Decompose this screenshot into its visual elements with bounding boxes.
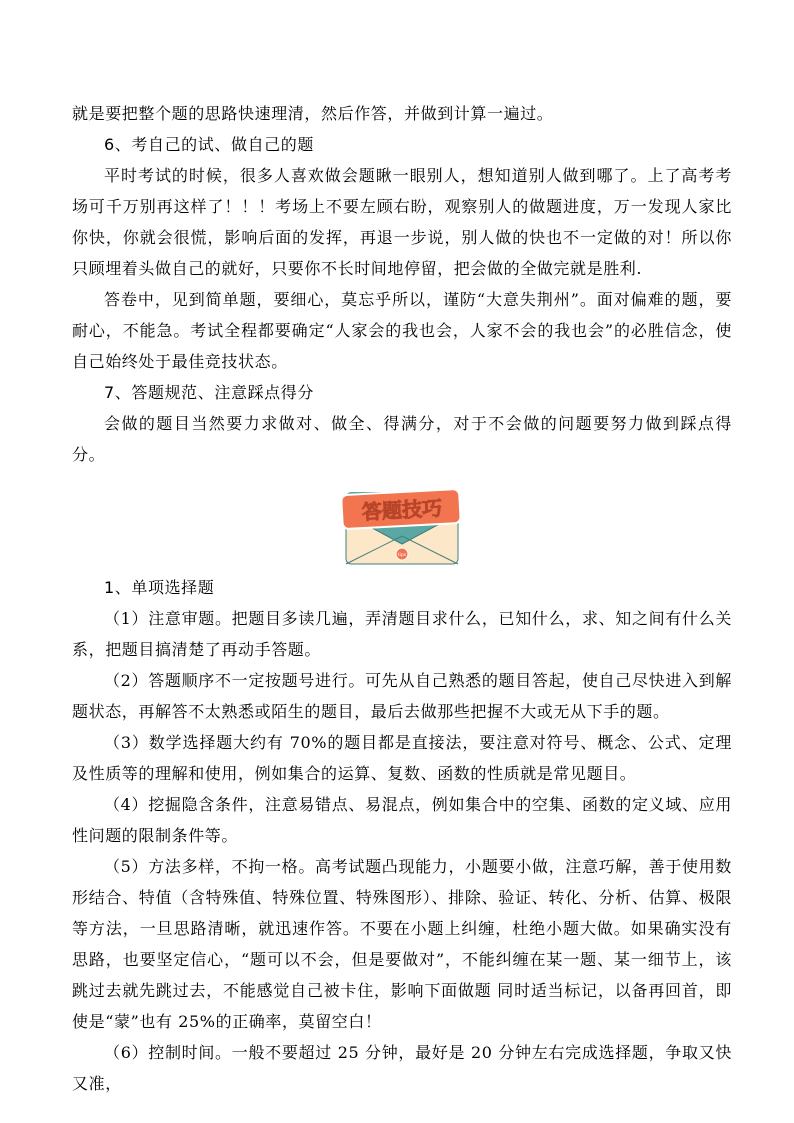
section-heading-7: 7、答题规范、注意踩点得分 [104,383,314,402]
tip-4: （4）挖掘隐含条件，注意易错点、易混点，例如集合中的空集、函数的定义域、应用性问题的限制条件等。 [72,795,732,845]
section-heading-1: 1、单项选择题 [104,578,215,597]
banner-container [72,476,732,570]
tip-1: （1）注意审题。把题目多读几遍，弄清题目求什么，已知什么，求、知之间有什么关系，把题目搞清楚了再动手答题。 [72,609,732,659]
paragraph-6b: 答卷中，见到简单题，要细心，莫忘乎所以，谨防“大意失荆州”。面对偏难的题，要耐心，不能急。考试全程都要确定“人家会的我也会，人家不会的我也会”的必胜信念，使自己始终处于最佳竞技状态。 [72,290,732,371]
banner-badge-text: tips [397,553,407,558]
paragraph-intro: 就是要把整个题的思路快速理清，然后作答，并做到计算一遍过。 [72,104,554,123]
document-page [72,98,732,1099]
section-heading-6: 6、考自己的试、做自己的题 [104,135,314,154]
envelope-banner-graphic [340,480,464,566]
tip-6: （6）控制时间。一般不要超过 25 分钟，最好是 20 分钟左右完成选择题，争取又快又准， [72,1043,732,1093]
tip-3: （3）数学选择题大约有 70%的题目都是直接法，要注意对符号、概念、公式、定理及性质等的理解和使用，例如集合的运算、复数、函数的性质就是常见题目。 [72,733,732,783]
banner-title-text: 答题技巧 [361,495,443,525]
paragraph-7: 会做的题目当然要力求做对、做全、得满分，对于不会做的问题要努力做到踩点得分。 [72,414,732,464]
tip-5: （5）方法多样，不拘一格。高考试题凸现能力，小题要小做，注意巧解，善于使用数形结合、特值（含特殊值、特殊位置、特殊图形）、排除、验证、转化、分析、估算、极限等方法，一旦思路清晰，就迅速作答。不要在小题上纠缠，杜绝小题大做。如果确实没有思路，也要坚定信心，“题可以不会，但是要做对”，不能纠缠在某一题、某一细节上，该跳过去就先跳过去，不能感觉自己被卡住，影响下面做题 同时适当标记，以备再回首，即使是“蒙”也有 25%的正确率，莫留空白！ [72,857,732,1031]
tip-2: （2）答题顺序不一定按题号进行。可先从自己熟悉的题目答起，使自己尽快进入到解题状态，再解答不太熟悉或陌生的题目，最后去做那些把握不大或无从下手的题。 [72,671,732,721]
paragraph-6a: 平时考试的时候，很多人喜欢做会题瞅一眼别人，想知道别人做到哪了。上了高考考场可千万别再这样了！！！考场上不要左顾右盼，观察别人的做题进度，万一发现人家比你快，你就会很慌，影响后面的发挥，再退一步说，别人做的快也不一定做的对！所以你只顾埋着头做自己的就好，只要你不长时间地停留，把会做的全做完就是胜利. [72,166,732,278]
answer-tips-banner [340,480,464,566]
